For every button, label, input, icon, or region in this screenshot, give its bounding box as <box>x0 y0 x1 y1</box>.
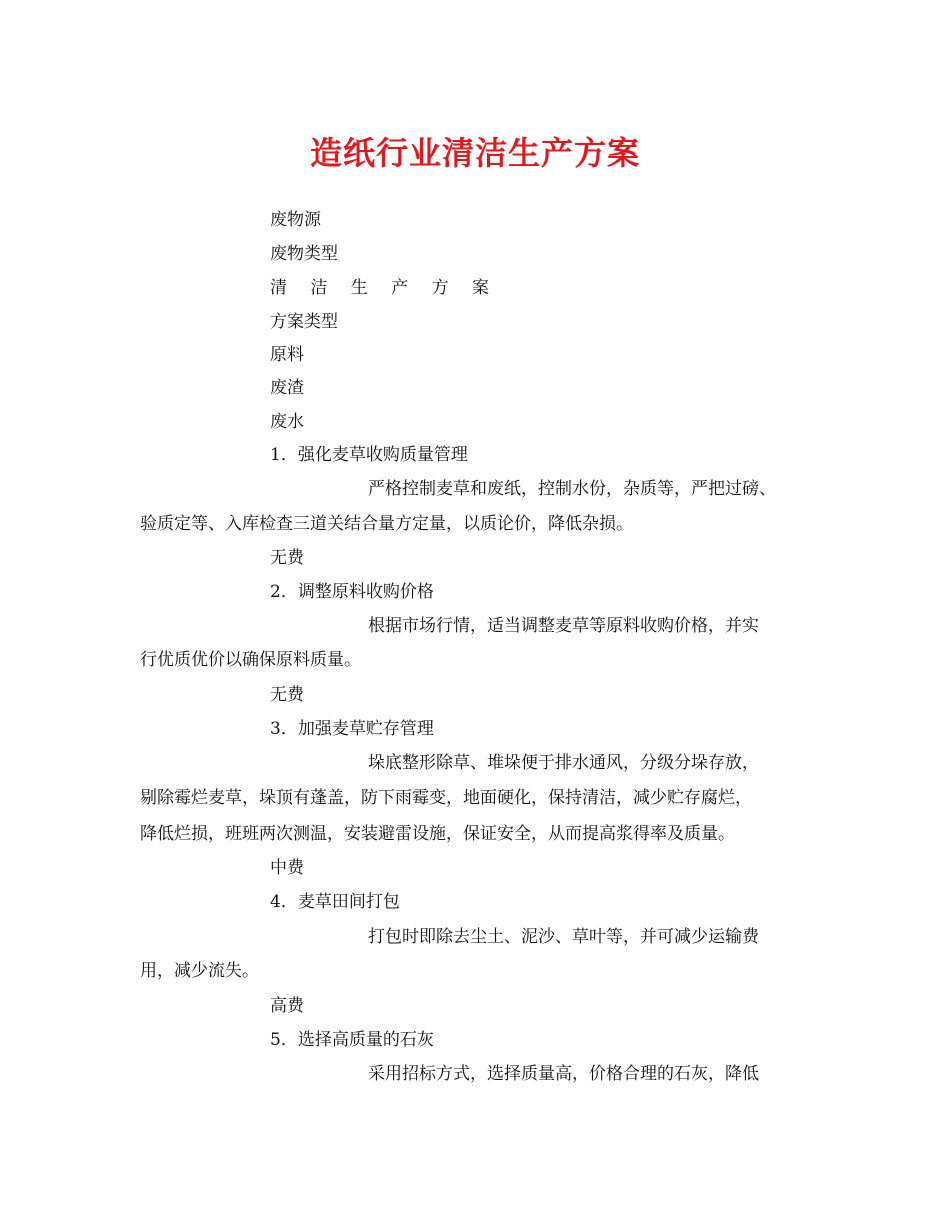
item-body-line: 验质定等、入库检查三道关结合量方定量，以质论价，降低杂损。 <box>140 514 633 534</box>
item-body-line: 降低烂损，班班两次测温，安装避雷设施，保证安全，从而提高浆得率及质量。 <box>140 824 735 844</box>
item-body-line: 严格控制麦草和废纸，控制水份，杂质等，严把过磅、 <box>368 479 776 499</box>
label-wastewater: 废水 <box>270 412 304 432</box>
label-residue: 废渣 <box>270 378 304 398</box>
label-raw-material: 原料 <box>270 345 304 365</box>
item-heading: 5．选择高质量的石灰 <box>270 1030 434 1050</box>
document-title: 造纸行业清洁生产方案 <box>309 134 640 172</box>
label-plan-type: 方案类型 <box>270 312 338 332</box>
label-waste-source: 废物源 <box>270 210 321 230</box>
item-body-line: 采用招标方式，选择质量高，价格合理的石灰，降低 <box>368 1064 759 1084</box>
label-clean-production-plan: 清 洁 生 产 方 案 <box>270 278 499 298</box>
item-body-line: 垛底整形除草、堆垛便于排水通风，分级分垛存放， <box>368 753 759 773</box>
item-heading: 1．强化麦草收购质量管理 <box>270 445 468 465</box>
item-body-line: 用，减少流失。 <box>140 961 259 981</box>
item-cost: 中费 <box>270 858 304 878</box>
item-body-line: 打包时即除去尘土、泥沙、草叶等，并可减少运输费 <box>368 927 759 947</box>
label-waste-type: 废物类型 <box>270 244 338 264</box>
item-body-line: 行优质优价以确保原料质量。 <box>140 650 361 670</box>
item-body-line: 根据市场行情，适当调整麦草等原料收购价格，并实 <box>368 616 759 636</box>
item-heading: 3．加强麦草贮存管理 <box>270 719 434 739</box>
item-cost: 无费 <box>270 548 304 568</box>
item-heading: 2．调整原料收购价格 <box>270 582 434 602</box>
item-cost: 高费 <box>270 996 304 1016</box>
item-body-line: 剔除霉烂麦草，垛顶有蓬盖，防下雨霉变，地面硬化，保持清洁，减少贮存腐烂， <box>140 788 752 808</box>
item-heading: 4．麦草田间打包 <box>270 892 400 912</box>
item-cost: 无费 <box>270 685 304 705</box>
